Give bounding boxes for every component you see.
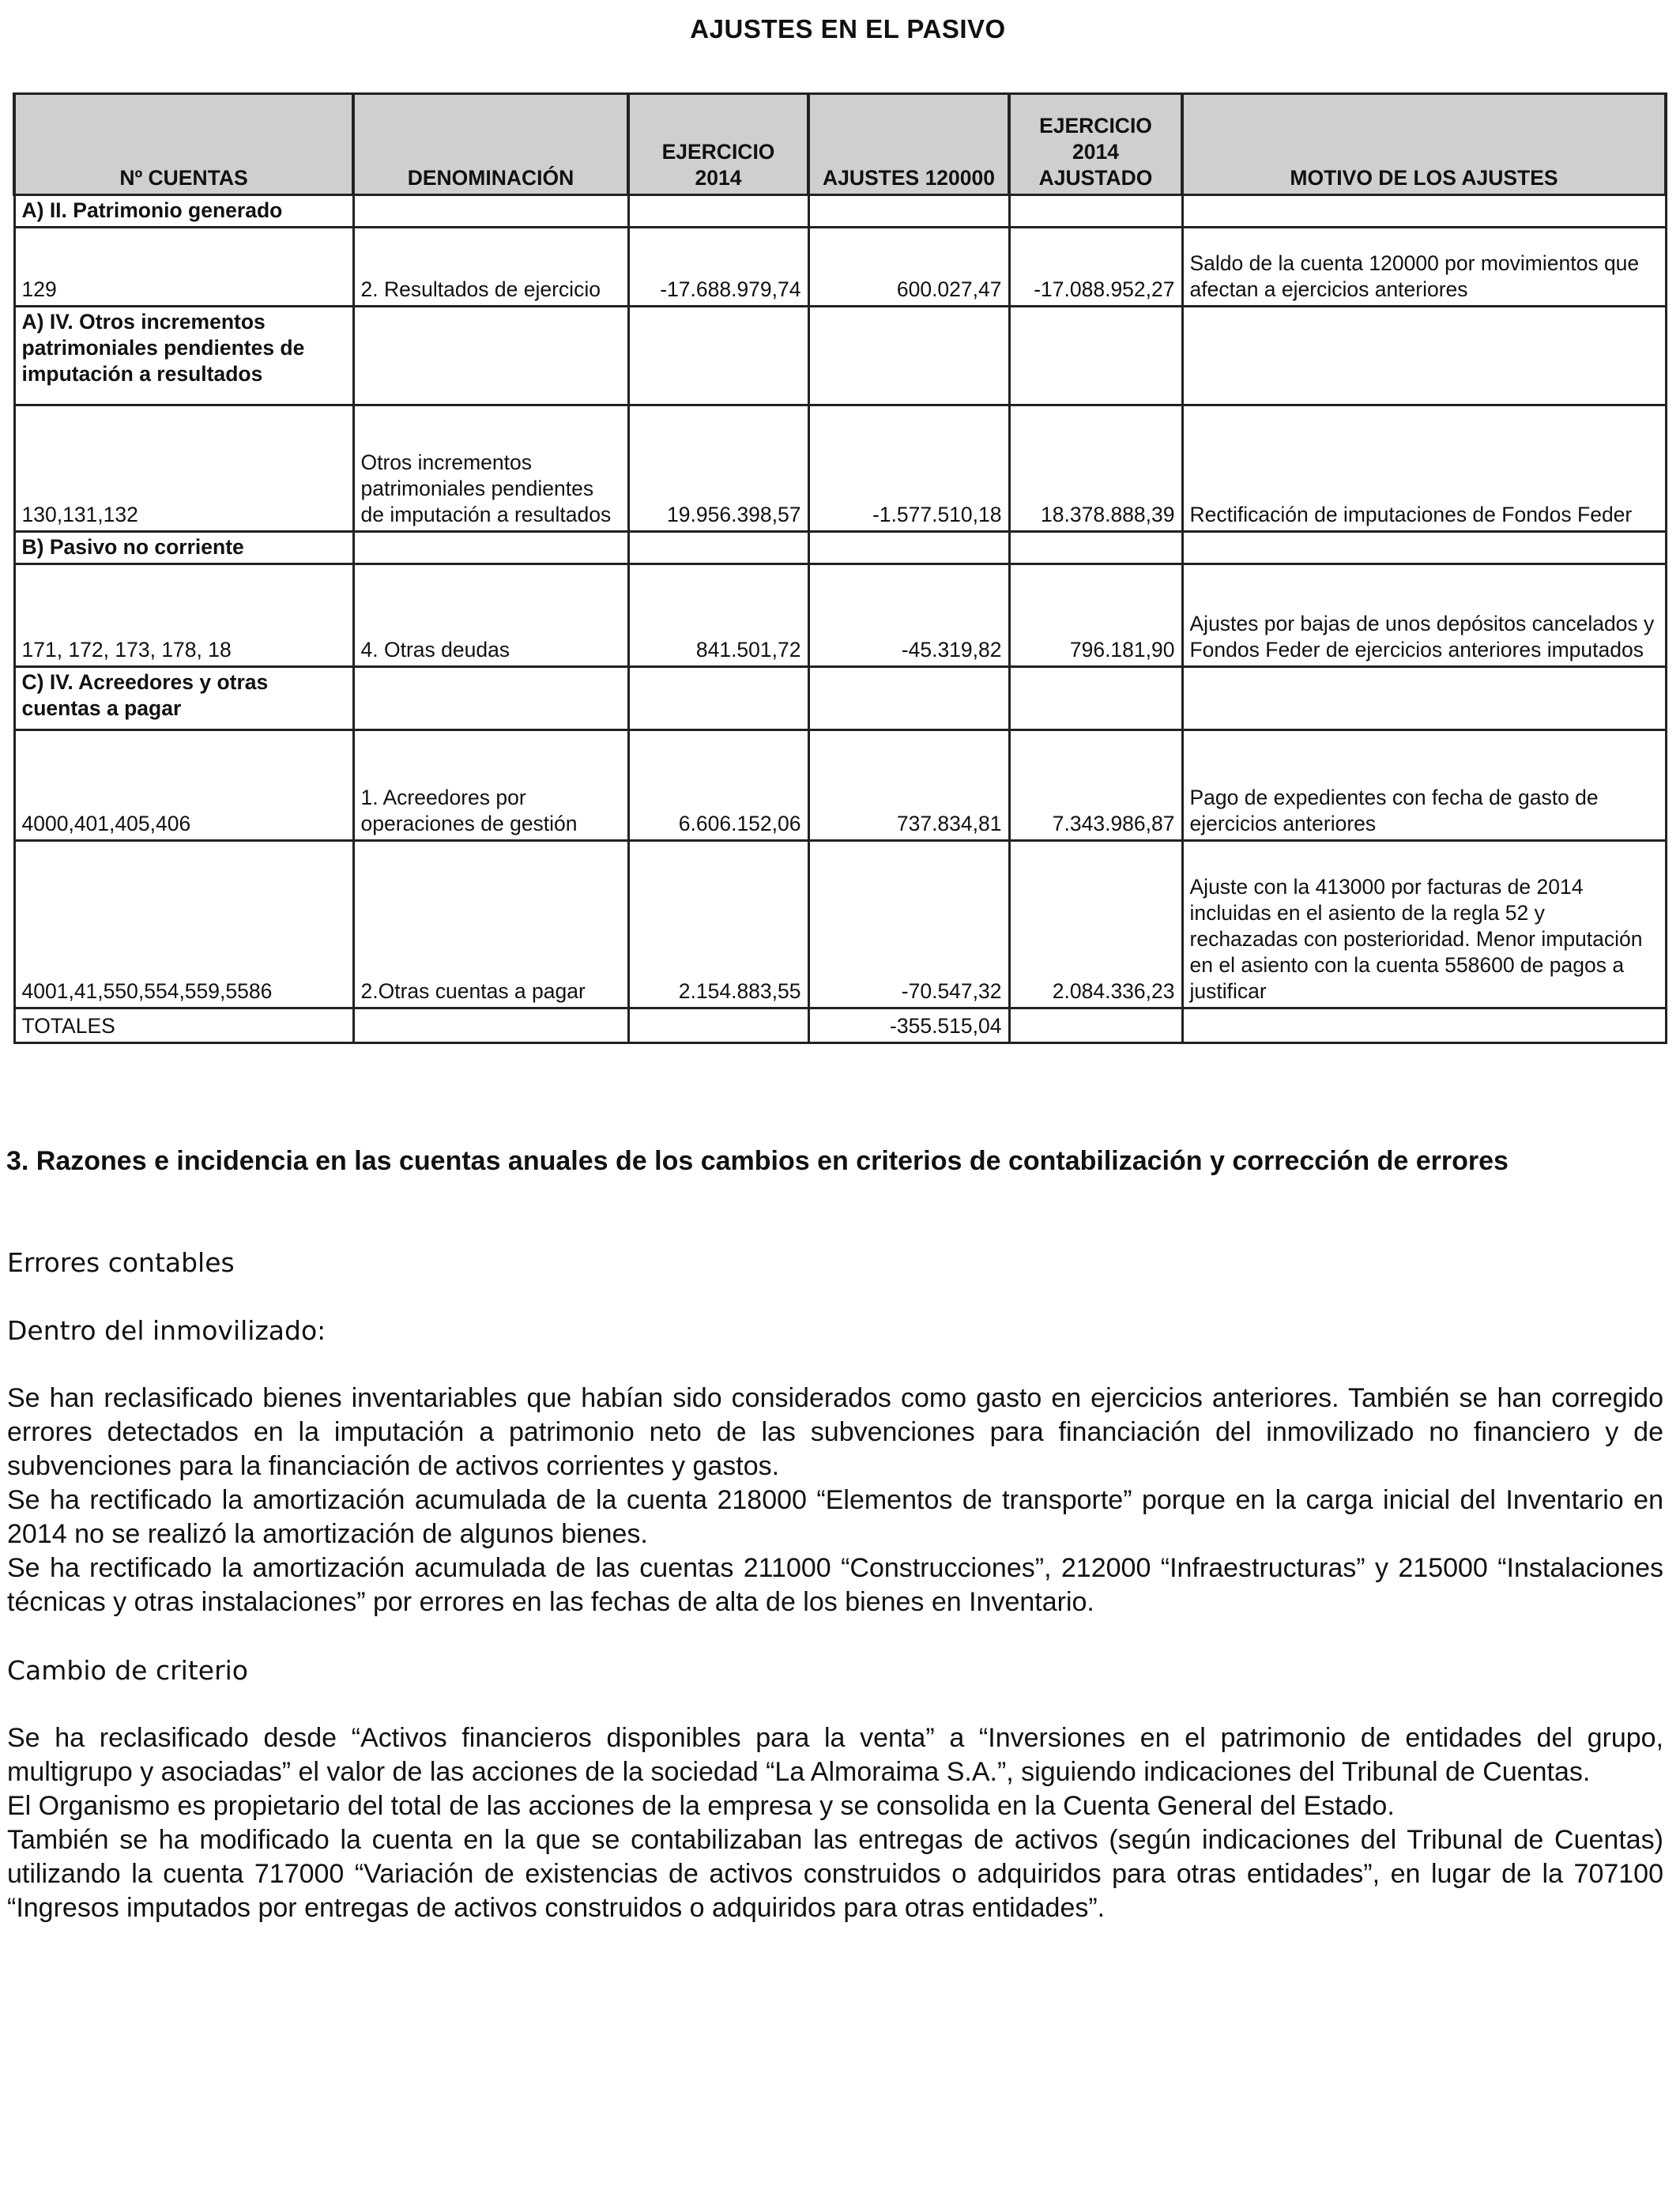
errores-title: Errores contables	[7, 1247, 235, 1278]
section-label: A) II. Patrimonio generado	[14, 195, 353, 228]
cell-ajustes: -70.547,32	[808, 841, 1009, 1008]
header-cuentas: Nº CUENTAS	[14, 94, 353, 195]
totals-ajustes: -355.515,04	[808, 1008, 1009, 1043]
paragraph: Se ha rectificado la amortización acumulada de las cuentas 211000 “Construcciones”, 212000 “Infraestructuras” y 215000 “Instalaciones técnicas y otras instalaciones” por errores en las fechas de alta de los bienes en Inventario.	[7, 1553, 1663, 1617]
cell-ajustado: 2.084.336,23	[1009, 841, 1182, 1008]
header-denominacion: DENOMINACIÓN	[353, 94, 628, 195]
table-row	[14, 228, 1666, 307]
cell-cuentas: 171, 172, 173, 178, 18	[14, 564, 353, 667]
section-row	[14, 532, 1666, 564]
section-3-heading: 3. Razones e incidencia en las cuentas anuales de los cambios en criterios de contabilización y corrección de errores	[6, 1146, 1509, 1176]
page-title: AJUSTES EN EL PASIVO	[690, 14, 1006, 43]
header-ajustes: AJUSTES 120000	[808, 94, 1009, 195]
cell-denominacion: 4. Otras deudas	[353, 564, 628, 667]
inmovilizado-title: Dentro del inmovilizado:	[7, 1315, 326, 1346]
section-label: C) IV. Acreedores y otras cuentas a pagar	[14, 667, 353, 730]
paragraph: Se han reclasificado bienes inventariables que habían sido considerados como gasto en ejercicios anteriores. También se han corregido errores detectados en la imputación a patrimonio neto de las subvenciones para financiación del inmovilizado no financiero y de subvenciones para la financiación de activos corrientes y gastos.	[7, 1383, 1663, 1481]
totals-row	[14, 1008, 1666, 1043]
paragraph: Se ha rectificado la amortización acumulada de la cuenta 218000 “Elementos de transporte” porque en la carga inicial del Inventario en 2014 no se realizó la amortización de algunos bienes.	[7, 1485, 1663, 1549]
cell-ajustado: 18.378.888,39	[1009, 405, 1182, 532]
cell-motivo: Pago de expedientes con fecha de gasto de ejercicios anteriores	[1182, 730, 1666, 841]
paragraph: También se ha modificado la cuenta en la que se contabilizaban las entregas de activos (según indicaciones del Tribunal de Cuentas) utilizando la cuenta 717000 “Variación de existencias de activos construidos o adquiridos para otras entidades”, en lugar de la 707100 “Ingresos imputados por entregas de activos construidos o adquiridos para otras entidades”.	[7, 1825, 1663, 1923]
section-3-body	[7, 1246, 1663, 1925]
cell-cuentas: 129	[14, 228, 353, 307]
section-row	[14, 307, 1666, 405]
header-motivo: MOTIVO DE LOS AJUSTES	[1182, 94, 1666, 195]
paragraph: Se ha reclasificado desde “Activos financieros disponibles para la venta” a “Inversiones en el patrimonio de entidades del grupo, multigrupo y asociadas” el valor de las acciones de la sociedad “La Almoraima S.A.”, siguiendo indicaciones del Tribunal de Cuentas.	[7, 1723, 1663, 1787]
table-row	[14, 405, 1666, 532]
table-row	[14, 564, 1666, 667]
section-row	[14, 195, 1666, 228]
cell-ejercicio: 19.956.398,57	[628, 405, 808, 532]
cell-cuentas: 130,131,132	[14, 405, 353, 532]
section-row	[14, 667, 1666, 730]
cell-ejercicio: 6.606.152,06	[628, 730, 808, 841]
paragraph: El Organismo es propietario del total de las acciones de la empresa y se consolida en la Cuenta General del Estado.	[7, 1791, 1395, 1821]
cell-denominacion: 2.Otras cuentas a pagar	[353, 841, 628, 1008]
cell-ajustes: 600.027,47	[808, 228, 1009, 307]
table-row	[14, 841, 1666, 1008]
cell-denominacion: 2. Resultados de ejercicio	[353, 228, 628, 307]
cell-ajustes: -45.319,82	[808, 564, 1009, 667]
header-ajustado: EJERCICIO 2014 AJUSTADO	[1009, 94, 1182, 195]
cell-ejercicio: 2.154.883,55	[628, 841, 808, 1008]
table-row	[14, 730, 1666, 841]
cell-denominacion: 1. Acreedores por operaciones de gestión	[353, 730, 628, 841]
cell-ajustado: -17.088.952,27	[1009, 228, 1182, 307]
cell-cuentas: 4000,401,405,406	[14, 730, 353, 841]
cell-motivo: Ajuste con la 413000 por facturas de 2014 incluidas en el asiento de la regla 52 y rechazadas con posterioridad. Menor imputación en el asiento con la cuenta 558600 de pagos a justificar	[1182, 841, 1666, 1008]
criterio-title: Cambio de criterio	[7, 1655, 248, 1686]
section-label: B) Pasivo no corriente	[14, 532, 353, 564]
cell-denominacion: Otros incrementos patrimoniales pendientes de imputación a resultados	[353, 405, 628, 532]
totals-label: TOTALES	[14, 1008, 353, 1043]
cell-ajustes: -1.577.510,18	[808, 405, 1009, 532]
cell-ajustes: 737.834,81	[808, 730, 1009, 841]
cell-ejercicio: -17.688.979,74	[628, 228, 808, 307]
section-label: A) IV. Otros incrementos patrimoniales pendientes de imputación a resultados	[14, 307, 353, 405]
cell-ajustado: 796.181,90	[1009, 564, 1182, 667]
cell-motivo: Ajustes por bajas de unos depósitos cancelados y Fondos Feder de ejercicios anteriores imputados	[1182, 564, 1666, 667]
cell-ajustado: 7.343.986,87	[1009, 730, 1182, 841]
cell-ejercicio: 841.501,72	[628, 564, 808, 667]
adjustments-table	[13, 92, 1667, 1044]
header-ejercicio: EJERCICIO 2014	[628, 94, 808, 195]
cell-motivo: Saldo de la cuenta 120000 por movimientos que afectan a ejercicios anteriores	[1182, 228, 1666, 307]
cell-motivo: Rectificación de imputaciones de Fondos Feder	[1182, 405, 1666, 532]
cell-cuentas: 4001,41,550,554,559,5586	[14, 841, 353, 1008]
table-header-row	[14, 94, 1666, 195]
